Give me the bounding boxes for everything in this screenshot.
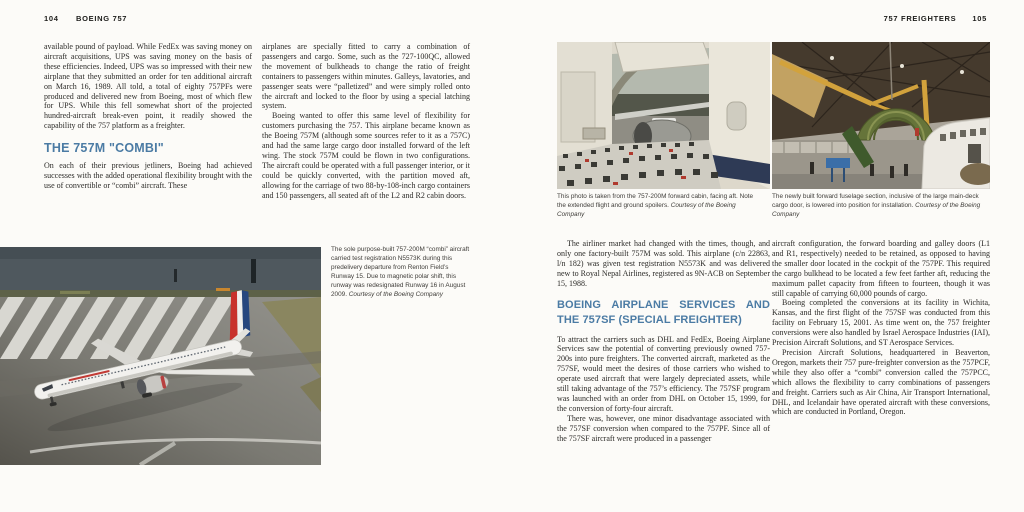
section-heading-757sf: BOEING AIRPLANE SERVICES AND THE 757SF (SPECIAL FREIGHTER): [557, 298, 770, 326]
body-paragraph: Precision Aircraft Solutions, headquartered in Beaverton, Oregon, markets their 757 pure-freighter conversion as the 757PCF, while they also offer a “combi” conversion called the 757PCC, which allows the flexibility to carry combinations of passengers and freight. Carriers such as Air China, Air Transport International, DHL, and Icelandair have operated aircraft with these conversions, which are conducted in Portland, Oregon.: [772, 347, 990, 417]
body-paragraph: The airliner market had changed with the times, though, and only one factory-built 757M was sold. This airplane (c/n 22863, l/n 182) was given test registration N5573K and was delivered new to Royal Nepal Airlines, registered as 9N-ACB on September 15, 1988.: [557, 239, 770, 288]
runway-photo: [0, 247, 321, 465]
caption-text: The sole purpose-built 757-200M “combi” aircraft carried test registration N5573K during this predelivery departure from Renton Field’s Runway 15. Due to magnetic polar shift, this runway was redesignated Runway 16 in August 2009.: [331, 246, 470, 298]
caption-text: This photo is taken from the 757-200M forward cabin, facing aft. Note the extended flight and ground spoilers.: [557, 193, 754, 209]
body-paragraph: available pound of payload. While FedEx was saving money on aircraft acquisitions, UPS was saving money on the basis of these efficiencies. Indeed, UPS was so impressed with their new airplane that they submitted an order for ten additional aircraft on March 16, 1989. All told, a total of eighty 757PFs were produced and delivered new from Boeing, most of which flew for UPS. While this fell somewhat short of the projected hundred-aircraft break-even point, it readily showed the capability of the 757 platform as a freighter.: [44, 42, 252, 131]
right-page-number: 105: [972, 14, 987, 23]
left-page-column-1: [44, 42, 252, 191]
cabin-interior-photo: [557, 42, 770, 189]
left-page-number: 104: [44, 14, 59, 23]
right-running-header: [884, 14, 987, 23]
left-running-title: BOEING 757: [76, 14, 128, 23]
runway-photo-illustration: [0, 247, 321, 465]
section-heading-757m-combi: THE 757M "COMBI": [44, 141, 164, 156]
factory-illustration: [772, 42, 990, 189]
body-paragraph: airplanes are specially fitted to carry a combination of passengers and cargo. Some, such as the 727-100QC, allowed the movement of bulkheads to change the ratio of freight containers to passengers within minutes. Galleys, lavatories, and passenger seats were “palletized” and were simply rolled onto the aircraft and locked to the floor by using a special latching system.: [262, 42, 470, 111]
body-paragraph: There was, however, one minor disadvantage associated with the 757SF conversion when compared to the 757PF. Since all of the 757SF aircraft were produced in a passenger: [557, 413, 770, 443]
factory-photo: [772, 42, 990, 189]
caption-credit: Courtesy of the Boeing Company: [348, 290, 443, 298]
caption-text: The newly built forward fuselage section, inclusive of the large main-deck cargo door, is lowered into position for installation.: [772, 193, 979, 209]
runway-photo-caption: [331, 246, 470, 299]
left-page-column-2: [262, 42, 470, 201]
caption-credit: Courtesy of the Boeing Company: [772, 201, 981, 218]
cabin-interior-illustration: [557, 42, 770, 189]
factory-photo-caption: [772, 193, 984, 220]
body-paragraph: On each of their previous jetliners, Boeing had achieved successes with the added operational flexibility brought with the use of convertible or “combi” aircraft. These: [44, 161, 252, 190]
body-paragraph: Boeing wanted to offer this same level of flexibility for customers purchasing the 757. This airplane became known as the Boeing 757M (although some sources refer to it as a 757C) and had the same large cargo door installed forward of the left wing. The stock 757M could be flown in two configurations. The aircraft could be operated with a full passenger interior, or it could be quickly converted, with the partition moved aft, allowing for the carriage of two 88-by-108-inch cargo containers and 150 passengers, all seated aft of the L2 and R2 cabin doors.: [262, 111, 470, 200]
body-paragraph: aircraft configuration, the forward boarding and galley doors (L1 and R1, respectively) needed to be retained, as opposed to having the smaller door located in the cockpit of the 757PF. This required the cargo bulkhead to be located a few feet farther aft, reducing the maximum pallet capacity from fifteen to fourteen, though it was still capable of carrying 60,000 pounds of cargo.: [772, 239, 990, 298]
right-page-column-1: [557, 239, 770, 444]
body-paragraph: Boeing completed the conversions at its facility in Wichita, Kansas, and the first flight of the 757SF was conducted from this facility on February 15, 2001. As time went on, the 757 freighter conversions were also handled by Israel Aerospace Industries (IAI), Precision Aircraft Solutions, and ST Aerospace Services.: [772, 298, 990, 348]
body-paragraph: To attract the carriers such as DHL and FedEx, Boeing Airplane Services saw the potential of converting previously owned 757-200s into pure freighters. The converted aircraft, marketed as the 757SF, would meet the desires of those carriers who wished to operate used aircraft that were largely depreciated assets, while still taking advantage of the 757’s efficiency. The 757SF program was launched with an order from DHL on October 15, 1999, for the conversion of forty-four aircraft.: [557, 334, 770, 413]
cabin-photo-caption: [557, 193, 763, 220]
right-running-title: 757 FREIGHTERS: [883, 14, 957, 23]
caption-credit: Courtesy of the Boeing Company: [557, 201, 736, 218]
right-page-column-2: [772, 239, 990, 417]
